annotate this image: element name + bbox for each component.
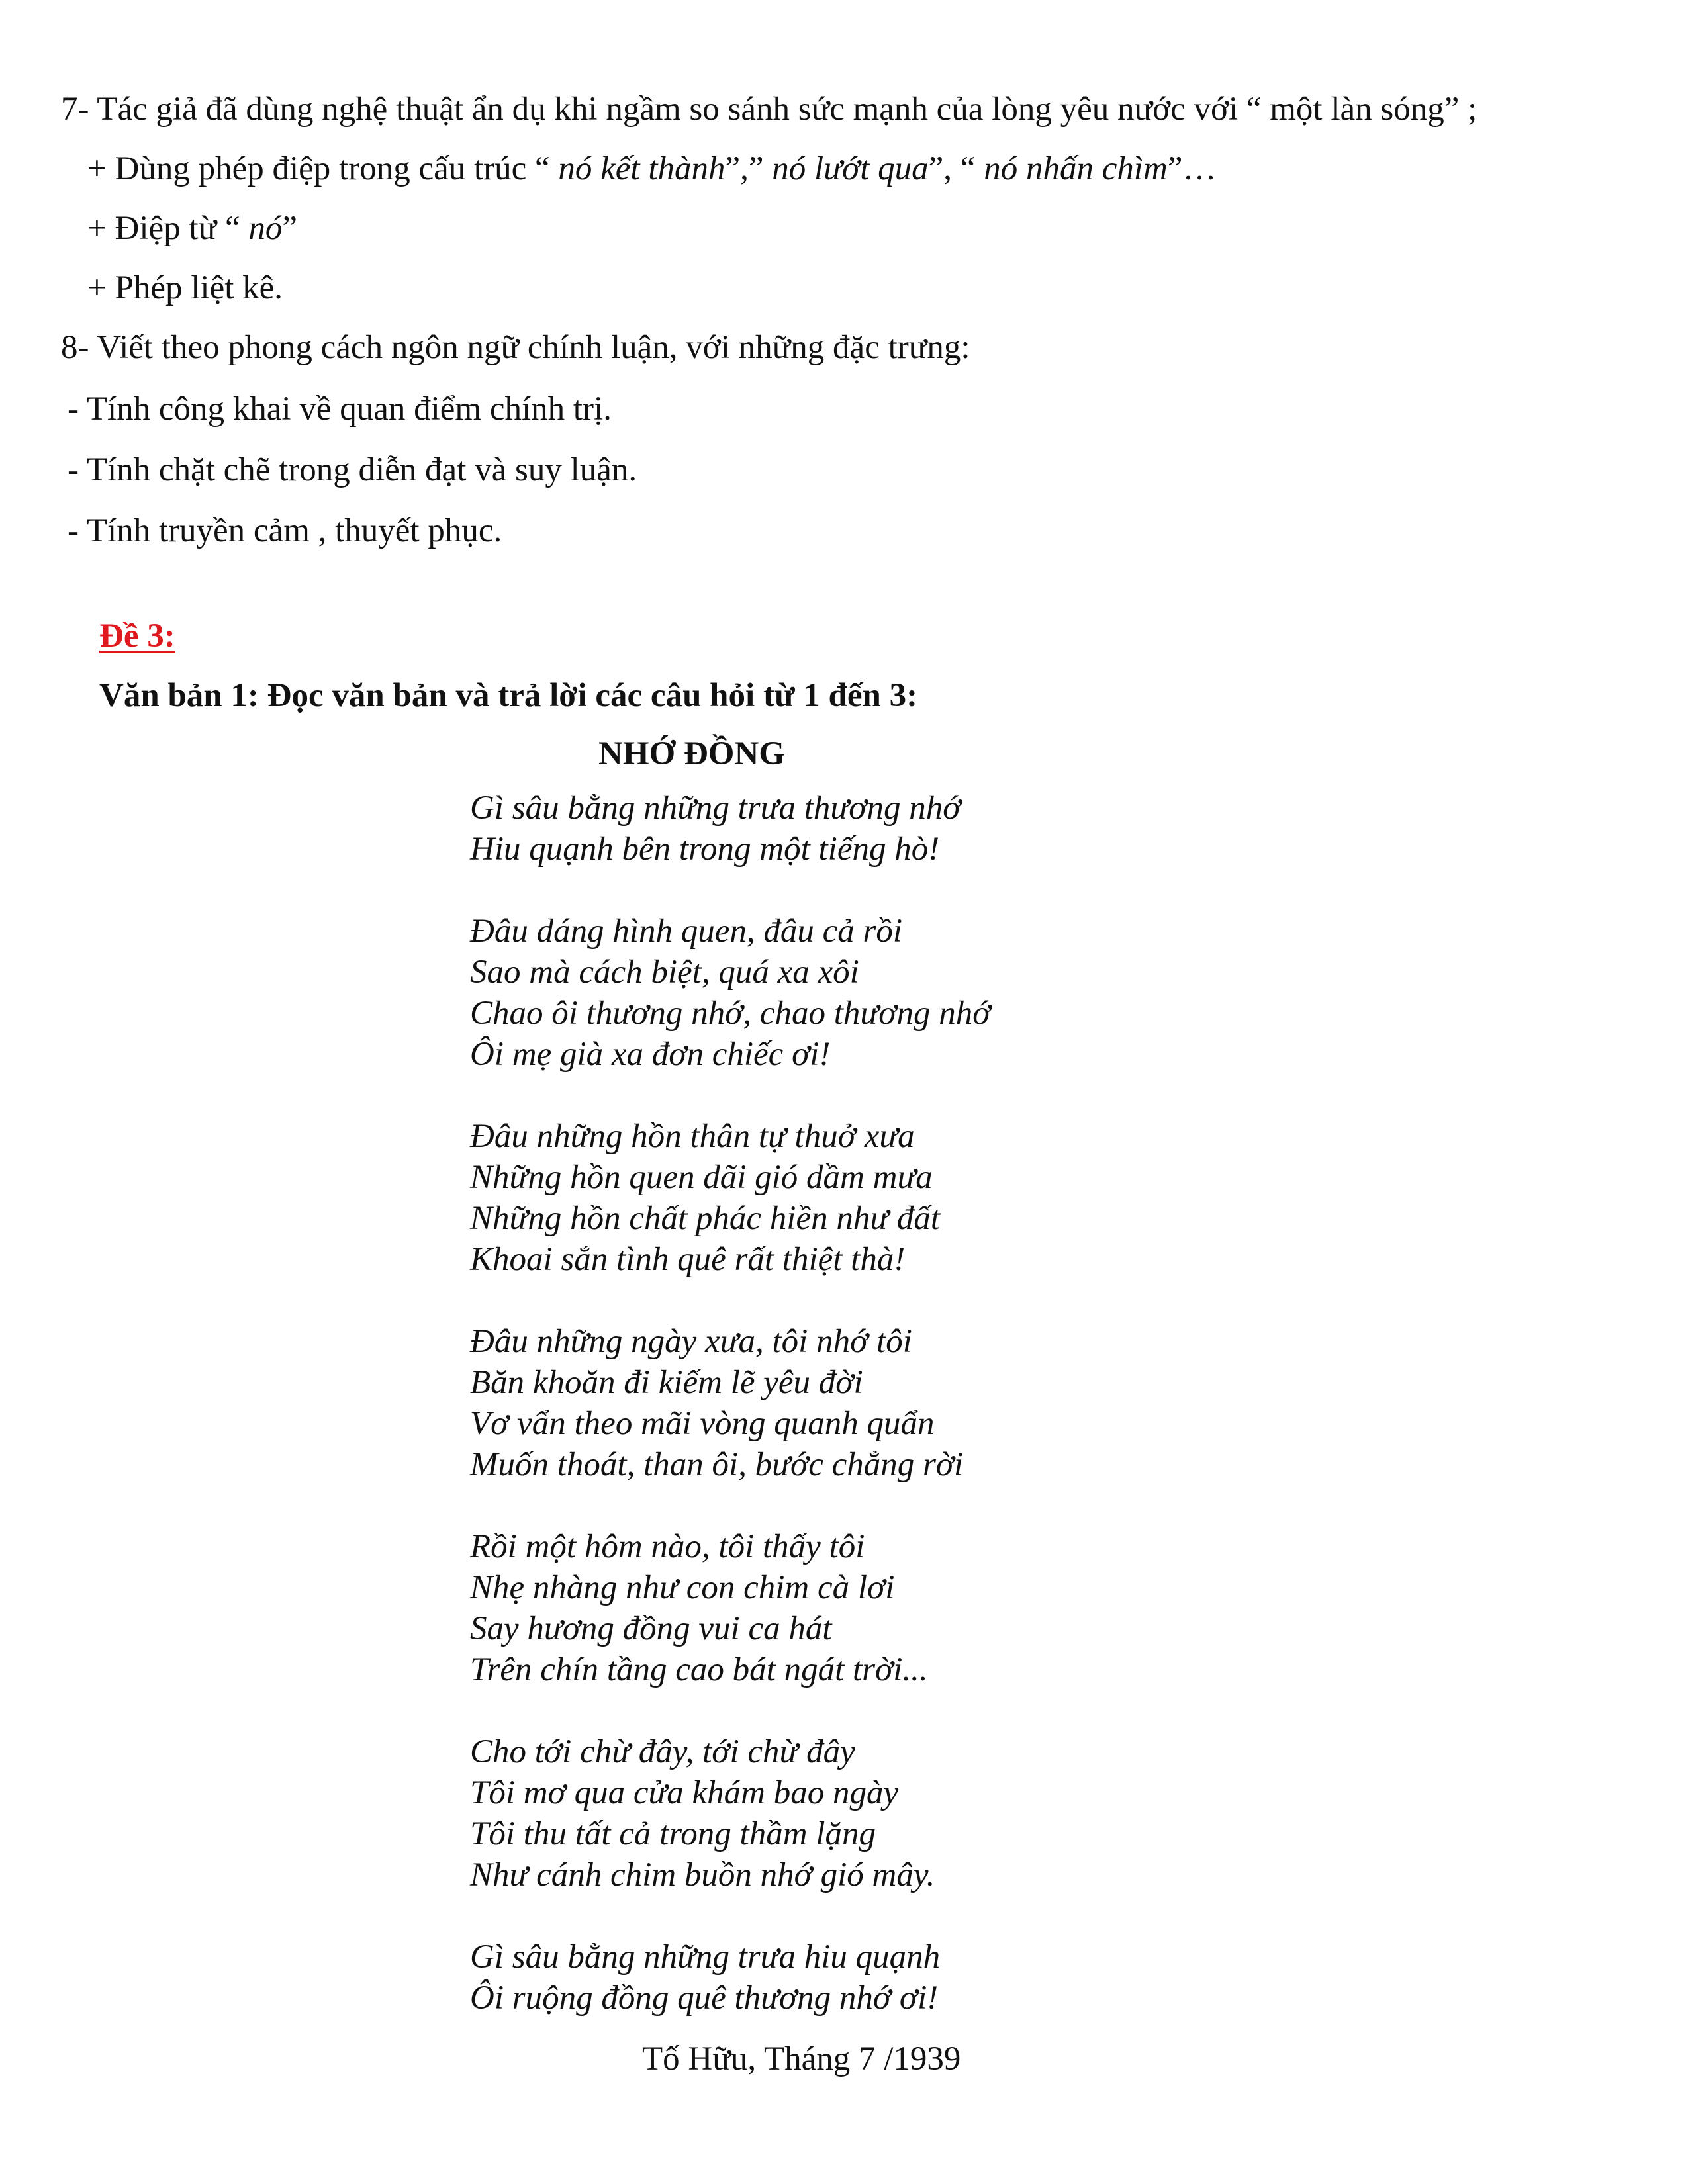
poem-body [470, 788, 990, 2060]
quote-separator: ”,” [725, 150, 773, 187]
poem-line: Ôi mẹ già xa đơn chiếc ơi! [470, 1036, 831, 1073]
poem-title: NHỚ ĐỒNG [598, 735, 785, 772]
poem-line: Vơ vẩn theo mãi vòng quanh quẩn [470, 1405, 935, 1442]
bullet-prefix: + Điệp từ “ [87, 210, 249, 247]
poem-line: Muốn thoát, than ôi, bước chẳng rời [470, 1446, 964, 1483]
poem-stanza [470, 788, 990, 870]
answer-7-bullet-enumeration: + Phép liệt kê. [87, 269, 283, 306]
answer-7-bullet-repeated-word [87, 208, 297, 248]
poem-signature: Tố Hữu, Tháng 7 /1939 [642, 2040, 961, 2077]
poem-line: Băn khoăn đi kiếm lẽ yêu đời [470, 1364, 863, 1401]
poem-stanza [470, 1936, 990, 2019]
section-instruction: Văn bản 1: Đọc văn bản và trả lời các câu hỏi từ 1 đến 3: [99, 677, 918, 714]
poem-line: Rồi một hôm nào, tôi thấy tôi [470, 1528, 865, 1565]
answer-8-intro: 8- Viết theo phong cách ngôn ngữ chính luận, với những đặc trưng: [61, 329, 970, 366]
poem-line: Tôi mơ qua cửa khám bao ngày [470, 1774, 899, 1811]
answer-8-item: - Tính công khai về quan điểm chính trị. [68, 390, 612, 428]
poem-line: Trên chín tầng cao bát ngát trời... [470, 1651, 928, 1688]
poem-line: Những hồn quen dãi gió dầm mưa [470, 1159, 933, 1196]
poem-line: Những hồn chất phác hiền như đất [470, 1200, 941, 1237]
bullet-suffix: ”… [1167, 150, 1217, 187]
italic-phrase: nó nhấn chìm [984, 150, 1168, 187]
poem-line: Nhẹ nhàng như con chim cà lơi [470, 1569, 895, 1606]
bullet-suffix: ” [282, 210, 297, 247]
section-heading: Đề 3: [99, 617, 175, 655]
answer-8-item: - Tính chặt chẽ trong diễn đạt và suy luận. [68, 451, 637, 488]
answer-7-intro: 7- Tác giả đã dùng nghệ thuật ẩn dụ khi ngầm so sánh sức mạnh của lòng yêu nước với “ một làn sóng” ; [61, 91, 1477, 128]
poem-stanza [470, 1116, 990, 1280]
answer-8-item: - Tính truyền cảm , thuyết phục. [68, 512, 502, 549]
poem-stanza [470, 1321, 990, 1485]
poem-stanza [470, 1731, 990, 1895]
poem-line: Say hương đồng vui ca hát [470, 1610, 832, 1647]
italic-word: nó [248, 210, 283, 247]
poem-line: Sao mà cách biệt, quá xa xôi [470, 954, 859, 991]
poem-line: Chao ôi thương nhớ, chao thương nhớ [470, 995, 991, 1032]
poem-line: Cho tới chừ đây, tới chừ đây [470, 1733, 855, 1770]
poem-line: Đâu những ngày xưa, tôi nhớ tôi [470, 1323, 912, 1360]
poem-line: Như cánh chim buồn nhớ gió mây. [470, 1856, 935, 1893]
italic-phrase: nó kết thành [558, 150, 726, 187]
poem-line: Khoai sắn tình quê rất thiệt thà! [470, 1241, 906, 1278]
poem-line: Đâu những hồn thân tự thuở xưa [470, 1118, 915, 1155]
poem-stanza [470, 1526, 990, 1690]
poem-line: Đâu dáng hình quen, đâu cả rồi [470, 913, 903, 950]
poem-line: Gì sâu bằng những trưa thương nhớ [470, 790, 961, 827]
poem-line: Gì sâu bằng những trưa hiu quạnh [470, 1938, 941, 1976]
poem-line: Tôi thu tất cả trong thầm lặng [470, 1815, 876, 1852]
poem-line: Ôi ruộng đồng quê thương nhớ ơi! [470, 1979, 939, 2017]
poem-stanza [470, 911, 990, 1075]
bullet-prefix: + Dùng phép điệp trong cấu trúc “ [87, 150, 559, 187]
poem-line: Hiu quạnh bên trong một tiếng hò! [470, 831, 940, 868]
italic-phrase: nó lướt qua [772, 150, 929, 187]
quote-separator: ”, “ [928, 150, 984, 187]
answer-7-bullet-repetition-structure [87, 149, 1216, 189]
